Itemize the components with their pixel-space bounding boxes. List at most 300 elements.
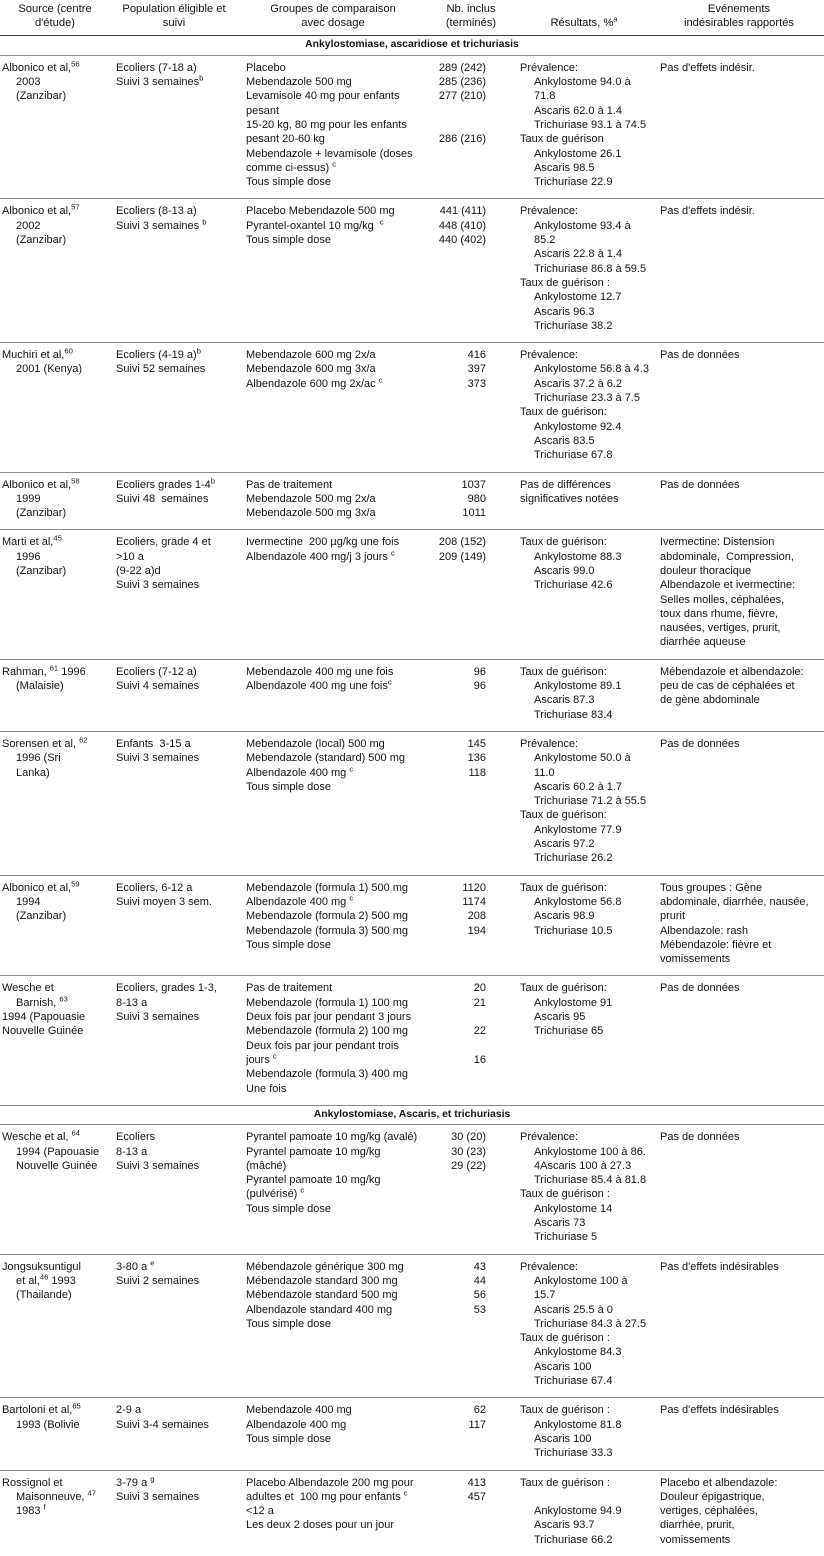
cell-source [0,530,110,659]
cell-groups [238,976,428,1105]
footnote-marker: 57 [71,202,80,212]
result-value: Taux de guérison : [520,1404,610,1417]
comparison-group: Mebendazole + levamisole (doses [246,147,413,160]
adverse-event: Ivermectine: Distension [660,536,775,549]
cell-groups [238,472,428,530]
study-source: 2003 [16,76,41,89]
footnote-marker: f [43,1502,46,1512]
included-count [431,104,486,118]
included-count: 53 [473,1303,486,1316]
comparison-group: Mebendazole (local) 500 mg [246,737,385,750]
column-header-line: Evénements [707,3,771,15]
result-value: Ankylostome 100 à 86. [534,1145,646,1158]
cell-adverse [654,976,824,1105]
eligible-population: 2-9 a [116,1404,142,1417]
footnote-marker: c [272,1051,277,1061]
cell-results [514,731,654,875]
cell-population [110,875,238,976]
included-count: 373 [467,377,486,390]
eligible-population: Ecoliers grades 1-4$^b$ [116,475,216,491]
result-value: Taux de guérison : [520,1476,610,1489]
comparison-group: Albendazole 400 mg [246,1418,347,1431]
included-count: 16 [473,1053,486,1066]
footnote-marker: b [196,346,201,356]
table-row [0,1470,824,1556]
comparison-group: Mebendazole 400 mg [246,1404,352,1417]
study-source: (Zanzibar) [16,910,67,923]
column-header-line: Groupes de comparaison [270,3,396,15]
result-value: Trichuriase 84.3 à 27.5 [534,1317,647,1330]
column-header-line: suivi [162,16,186,29]
included-count: 285 (236) [438,76,486,89]
study-source: 1994 (Papouasie [2,1011,86,1024]
eligible-population: 3-80 a $^e$ [116,1258,155,1273]
comparison-group: Deux fois par jour pendant trois jours $^c$ [246,1039,402,1066]
result-value: Taux de guérison: [520,809,607,822]
cell-adverse [654,731,824,875]
cell-adverse [654,530,824,659]
included-count: 30 (23) [451,1145,486,1158]
cell-number [428,1470,514,1556]
result-value: Prévalence: [520,349,579,362]
study-source: Wesche et al, $^{64}$ [2,1128,80,1144]
comparison-group: Mébendazole standard 300 mg [246,1274,398,1287]
cell-source [0,1470,110,1556]
result-value: Trichuriase 67.4 [534,1375,613,1388]
comparison-group: Mebendazole (formula 2) 500 mg [246,910,409,923]
comparison-group: Pyrantel-oxantel 10 mg/kg $^c$ [246,217,384,232]
eligible-population: Suivi 3 semaines [116,1490,200,1503]
column-header-number [428,0,514,36]
result-value: Ankylostome 56.8 [534,895,622,908]
table-body [0,36,824,1556]
study-source: Rossignol et [2,1476,63,1489]
eligible-population: Ecoliers, grades 1-3, [116,982,217,995]
study-source: Albonico et al,$^{58}$ [2,475,80,491]
cell-adverse [654,1254,824,1398]
included-count: 1037 [461,478,486,491]
study-source: Muchiri et al,$^{60}$ [2,346,73,362]
eligible-population: Suivi 3 semaines [116,1011,200,1024]
result-value: Ankylostome 94.0 à 71.8 [534,76,634,103]
adverse-event: vomissements [660,953,731,966]
column-header-adverse [654,0,824,36]
study-source: 1993 (Bolivie [16,1418,80,1431]
result-value: Ascaris 22.8 à 1.4 [534,248,623,261]
result-value: Ascaris 87.3 [534,694,595,707]
footnote-marker: c [349,893,354,903]
included-count: 1011 [462,507,486,520]
included-count: 277 (210) [438,90,486,103]
result-value: Prévalence: [520,737,579,750]
included-count: 397 [467,363,486,376]
footnote-marker: 46 [39,1272,49,1282]
comparison-group: Albendazole standard 400 mg [246,1303,393,1316]
included-count: 1120 [462,881,486,894]
included-count: 457 [467,1490,486,1503]
cell-number [428,1398,514,1470]
cell-adverse [654,1125,824,1254]
comparison-group: Mebendazole 500 mg 2x/a [246,492,376,505]
included-count: 96 [473,680,486,693]
included-count: 30 (20) [451,1131,486,1144]
study-source: 1996 [16,550,41,563]
eligible-population: Ecoliers (7-12 a) [116,665,197,678]
cell-number [428,731,514,875]
result-value: Ascaris 83.5 [534,434,595,447]
cell-adverse [654,55,824,199]
footnote-marker: e [150,1258,155,1267]
comparison-group: <12 a [246,1505,274,1518]
footnote-marker: 61 [49,663,59,673]
cell-number [428,976,514,1105]
footnote-marker: c [390,548,395,558]
table-header-row [0,0,824,36]
adverse-event: Mébendazole et albendazole: [660,665,804,678]
column-header-line: (terminés) [445,16,497,29]
included-count: 20 [473,982,486,995]
study-source: Nouvelle Guinée [2,1025,84,1038]
table-row [0,875,824,976]
comparison-group: Albendazole 400 mg une fois$^c$ [246,677,392,693]
eligible-population: 3-79 a $^g$ [116,1473,155,1489]
study-source: Sorensen et al, $^{62}$ [2,735,88,750]
footnote-marker: 59 [71,878,80,888]
included-count: 289 (242) [438,61,486,74]
footnote-marker: 56 [71,59,80,69]
comparison-group: Mébendazole standard 500 mg [246,1289,398,1302]
comparison-group: Placebo [246,61,286,74]
result-value: Ankylostome 81.8 [534,1418,622,1431]
result-value: Trichuriase 85.4 à 81.8 [534,1174,647,1187]
eligible-population: Suivi 48 semaines [116,492,209,505]
column-header-line: Source (centre [18,3,92,15]
result-value: Trichuriase 83.4 [534,708,613,721]
result-value: Taux de guérison: [520,406,607,419]
adverse-event: de gène abdominale [660,694,760,707]
comparison-group: Albendazole 600 mg 2x/ac $^c$ [246,375,383,390]
cell-groups [238,659,428,731]
result-value: Trichuriase 22.9 [534,176,613,189]
cell-source [0,976,110,1105]
comparison-group: Mebendazole (formula 1) 500 mg [246,881,409,894]
result-value: Ankylostome 88.3 [534,550,622,563]
study-source: (Malaisie) [16,680,64,693]
adverse-event: Pas d'effets indésirables [660,1260,779,1273]
result-value: Ascaris 97.2 [534,838,595,851]
cell-groups [238,55,428,199]
comparison-group: Deux fois par jour pendant 3 jours [246,1011,412,1024]
study-source: 1994 [16,895,41,908]
eligible-population: Suivi 4 semaines [116,680,200,693]
included-count: 1174 [462,895,486,908]
comparison-group: Tous simple dose [246,1317,331,1330]
comparison-group: Mebendazole (formula 3) 400 mg [246,1068,409,1081]
study-source: Jongsuksuntigul [2,1260,81,1273]
study-source: Marti et al,$^{45}$ [2,533,62,549]
cell-population [110,472,238,530]
comparison-group: Pyrantel pamoate 10 mg/kg (avalé) [246,1131,418,1144]
eligible-population: Ecoliers, grade 4 et >10 a [116,536,217,563]
adverse-event: Douleur épigastrique, [660,1490,765,1503]
comparison-group: Mebendazole (standard) 500 mg [246,752,405,765]
adverse-event: Pas de données [660,737,740,750]
result-value: Prévalence: [520,205,579,218]
included-count: 96 [473,665,486,678]
result-value: Ankylostome 26.1 [534,147,622,160]
cell-results [514,976,654,1105]
column-header-line: Résultats, %$^a$ [550,13,618,29]
comparison-group: Albendazole 400 mg/j 3 jours $^c$ [246,548,395,563]
included-count: 441 (411) [439,205,486,218]
included-count: 136 [467,752,486,765]
comparison-group: comme ci-essus) $^c$ [246,159,336,174]
included-count: 980 [467,492,486,505]
included-count: 448 (410) [438,219,486,232]
result-value: Ankylostome 50.0 à 11.0 [534,752,634,779]
study-source: 2001 (Kenya) [16,363,83,376]
result-value: Pas de différences [520,478,611,491]
result-value: Ankylostome 92.4 [534,420,622,433]
cell-groups [238,1470,428,1556]
footnote-marker: 63 [59,994,68,1004]
footnote-marker: 47 [87,1488,96,1498]
included-count [431,1039,486,1053]
cell-number [428,875,514,976]
result-value: Taux de guérison: [520,982,607,995]
footnote-marker: 62 [79,735,88,745]
study-source: (Zanzibar) [16,507,67,520]
cell-source [0,472,110,530]
adverse-event: vomissements [660,1533,731,1546]
adverse-event: peu de cas de céphalées et [660,680,795,693]
result-value: Ascaris 96.3 [534,305,595,318]
footnote-marker: c [349,763,354,773]
included-count: 208 [467,910,486,923]
result-value: Trichuriase 23.3 à 7.5 [534,392,640,405]
eligible-population: Suivi 3 semaines$^b$ [116,73,204,89]
eligible-population: Suivi 3-4 semaines [116,1418,209,1431]
cell-number [428,55,514,199]
included-count: 416 [467,349,486,362]
study-source: et al,$^{46}$ 1993 [16,1272,76,1287]
comparison-group: 15-20 kg, 80 mg pour les enfants [246,118,407,131]
column-header-groups [238,0,428,36]
study-source: Nouvelle Guinée [16,1159,98,1172]
adverse-event: prurit [660,910,686,923]
result-value: Ascaris 37.2 à 6.2 [534,377,623,390]
study-source: Bartoloni et al,$^{65}$ [2,1401,81,1417]
cell-adverse [654,875,824,976]
eligible-population: Suivi 3 semaines $^b$ [116,217,207,232]
table-row [0,1398,824,1470]
comparison-group: Tous simple dose [246,1202,331,1215]
table-row [0,343,824,472]
table-head [0,0,824,36]
cell-results [514,659,654,731]
result-value [520,1490,649,1504]
adverse-event: Selles molles, céphalées, [660,593,785,606]
included-count [431,118,486,132]
cell-groups [238,199,428,343]
section-header-row [0,1105,824,1124]
result-value: Taux de guérison: [520,665,607,678]
result-value: Ankylostome 56.8 à 4.3 [534,363,649,376]
eligible-population: 8-13 a [116,1145,148,1158]
column-header-line: indésirables rapportés [683,16,795,29]
cell-source [0,1398,110,1470]
included-count: 22 [473,1025,486,1038]
cell-groups [238,343,428,472]
cell-number [428,1125,514,1254]
footnote-marker: b [199,73,204,83]
comparison-group: Albendazole 400 mg $^c$ [246,763,354,779]
cell-population [110,1470,238,1556]
cell-adverse [654,343,824,472]
footnote-marker: 45 [53,533,62,543]
adverse-event: Tous groupes : Gène [660,881,763,894]
footnote-marker: c [300,1185,305,1195]
comparison-group: Placebo Albendazole 200 mg pour [246,1476,414,1489]
cell-results [514,199,654,343]
included-count: 62 [473,1404,486,1417]
adverse-event: Pas de données [660,1131,740,1144]
study-source: 1996 (Sri [16,752,61,765]
column-header-line: avec dosage [301,16,365,29]
adverse-event: Pas de données [660,349,740,362]
cell-groups [238,1398,428,1470]
result-value: Taux de guérison : [520,1332,610,1345]
included-count: 209 (149) [438,550,486,563]
result-value: Ascaris 99.0 [534,565,595,577]
comparison-group: Mébendazole générique 300 mg [246,1260,404,1273]
result-value: Trichuriase 93.1 à 74.5 [534,118,647,131]
result-value: Trichuriase 67.8 [534,449,613,462]
cell-results [514,530,654,659]
adverse-event: Pas d'effets indésir. [660,61,755,74]
table-row [0,659,824,731]
comparison-group: Les deux 2 doses pour un jour [246,1519,394,1532]
result-value: Ascaris 25.5 à 0 [534,1303,613,1316]
eligible-population: Suivi 2 semaines [116,1274,200,1287]
footnote-marker: 60 [64,346,73,356]
comparison-group: Pas de traitement [246,982,333,995]
result-value: Ascaris 62.0 à 1.4 [534,104,623,117]
eligible-population: Suivi 3 semaines [116,752,200,765]
cell-population [110,976,238,1105]
eligible-population: Ecoliers, 6-12 a [116,881,193,894]
comparison-group: Mebendazole 400 mg une fois [246,665,394,678]
result-value: Ankylostome 84.3 [534,1346,622,1359]
cell-source [0,875,110,976]
eligible-population: Enfants 3-15 a [116,737,191,750]
eligible-population: Ecoliers [116,1131,156,1144]
included-count: 440 (402) [438,234,486,247]
footnote-marker: c [378,375,383,385]
table-row [0,199,824,343]
cell-population [110,343,238,472]
eligible-population: Ecoliers (8-13 a) [116,205,197,218]
result-value: Ankylostome 89.1 [534,680,622,693]
result-value: 4Ascaris 100 à 27.3 [534,1159,632,1172]
study-source: (Zanzibar) [16,90,67,103]
adverse-event: Pas de données [660,478,740,491]
comparison-group: Levamisole 40 mg pour enfants pesant [246,90,403,117]
result-value: Prévalence: [520,61,579,74]
adverse-event: Albendazole et ivermectine: [660,579,796,592]
included-count: 43 [473,1260,486,1273]
comparison-group: Mebendazole 500 mg [246,76,352,89]
cell-results [514,875,654,976]
result-value: Ascaris 73 [534,1217,586,1230]
column-header-results [514,0,654,36]
result-value: Ankylostome 12.7 [534,291,622,304]
cell-source [0,199,110,343]
cell-population [110,55,238,199]
result-value: significatives notées [520,492,619,505]
cell-source [0,1125,110,1254]
section-header-row [0,36,824,55]
table-row [0,1125,824,1254]
result-value: Ascaris 100 [534,1432,592,1445]
study-source: Maisonneuve, $^{47}$ [16,1488,96,1503]
cell-source [0,343,110,472]
result-value: Prévalence: [520,1260,579,1273]
study-source: (Thailande) [16,1289,72,1302]
table-row [0,472,824,530]
cell-number [428,343,514,472]
eligible-population: Suivi 3 semaines [116,579,200,592]
section-title: Ankylostomiase, ascaridiose et trichuriasis [0,36,824,55]
cell-number [428,199,514,343]
cell-groups [238,1254,428,1398]
comparison-group: Mebendazole (formula 3) 500 mg [246,924,409,937]
comparison-group: Tous simple dose [246,780,331,793]
study-source: Albonico et al,$^{56}$ [2,59,80,74]
eligible-population: Suivi moyen 3 sem. [116,895,212,908]
table-row [0,530,824,659]
footnote-marker: c [332,159,336,169]
cell-source [0,731,110,875]
study-source: 2002 [16,219,41,232]
adverse-event: diarrhée aqueuse [660,636,746,649]
result-value: Ankylostome 100 à 15.7 [534,1274,631,1302]
footnote-marker: c [379,217,384,227]
included-count: 29 (22) [451,1159,486,1172]
comparison-group: Mebendazole (formula 2) 100 mg [246,1025,409,1038]
result-value: Ankylostome 94.9 [534,1505,622,1518]
included-count: 118 [468,766,486,779]
cell-results [514,1254,654,1398]
cell-number [428,472,514,530]
cell-results [514,1398,654,1470]
cell-groups [238,1125,428,1254]
cell-adverse [654,472,824,530]
table-row [0,55,824,199]
study-source: Wesche et [2,982,54,995]
adverse-event: Pas d'effets indésirables [660,1404,779,1417]
result-value: Trichuriase 38.2 [534,319,613,332]
comparison-group: Tous simple dose [246,234,331,247]
study-source: (Zanzibar) [16,234,67,247]
footnote-marker: 65 [72,1401,81,1411]
comparison-group: Placebo Mebendazole 500 mg [246,205,395,218]
comparison-group: Albendazole 400 mg $^c$ [246,893,354,908]
adverse-event: Albendazole: rash [660,924,749,937]
result-value: Taux de guérison : [520,1188,610,1201]
footnote-marker: c [387,677,392,687]
comparison-group: Tous simple dose [246,1432,331,1445]
